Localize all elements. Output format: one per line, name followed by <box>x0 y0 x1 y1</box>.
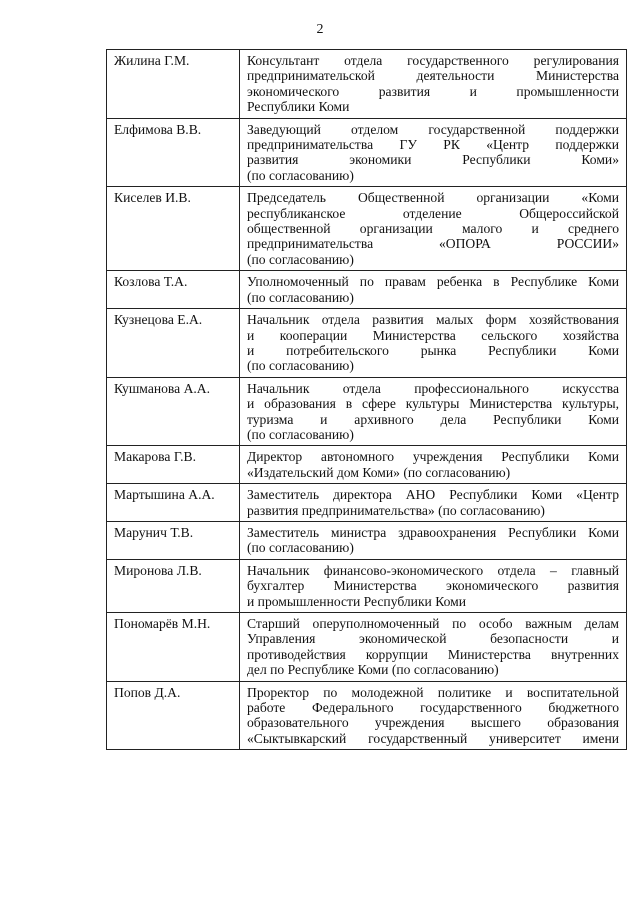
member-position <box>240 309 627 378</box>
member-position <box>240 484 627 522</box>
position-line: Председатель Общественной организации «Коми <box>247 190 619 206</box>
position-line: предпринимательской деятельности Министерства <box>247 68 619 84</box>
position-line: Республики Коми <box>247 99 350 115</box>
position-line: общественной организации малого и среднего <box>247 221 619 237</box>
member-name: Козлова Т.А. <box>107 271 240 309</box>
position-line: дел по Республике Коми (по согласованию) <box>247 662 499 678</box>
member-name: Елфимова В.В. <box>107 118 240 187</box>
table-row <box>107 377 627 446</box>
table-row <box>107 446 627 484</box>
position-line: предпринимательства «ОПОРА РОССИИ» <box>247 236 619 252</box>
position-line: (по согласованию) <box>247 540 354 556</box>
member-position <box>240 446 627 484</box>
position-line: туризма и архивного дела Республики Коми <box>247 411 619 427</box>
member-name: Кушманова А.А. <box>107 377 240 446</box>
position-line: «Издательский дом Коми» (по согласованию) <box>247 464 511 480</box>
member-name: Марунич Т.В. <box>107 521 240 559</box>
position-line: Заместитель министра здравоохранения Республики Коми <box>247 524 619 540</box>
table-row <box>107 50 627 119</box>
members-table <box>106 49 627 750</box>
position-line: (по согласованию) <box>247 251 354 267</box>
position-line: противодействия коррупции Министерства внутренних <box>247 646 619 662</box>
members-table-body <box>107 50 627 750</box>
member-position <box>240 681 627 750</box>
position-line: (по согласованию) <box>247 167 354 183</box>
position-line: Заместитель директора АНО Республики Коми «Центр <box>247 487 619 503</box>
member-name: Мартышина А.А. <box>107 484 240 522</box>
member-position <box>240 613 627 682</box>
position-line: развития экономики Республики Коми» <box>247 152 619 168</box>
position-line: (по согласованию) <box>247 358 354 374</box>
position-line: Директор автономного учреждения Республики Коми <box>247 449 619 465</box>
table-row <box>107 484 627 522</box>
table-row <box>107 521 627 559</box>
member-name: Попов Д.А. <box>107 681 240 750</box>
member-name: Жилина Г.М. <box>107 50 240 119</box>
table-row <box>107 559 627 612</box>
position-line: образовательного учреждения высшего образования <box>247 715 619 731</box>
position-line: и кооперации Министерства сельского хозяйства <box>247 327 619 343</box>
position-line: Управления экономической безопасности и <box>247 631 619 647</box>
member-position <box>240 559 627 612</box>
member-position <box>240 118 627 187</box>
position-line: (по согласованию) <box>247 289 354 305</box>
position-line: Старший оперуполномоченный по особо важным делам <box>247 616 619 631</box>
position-line: и потребительского рынка Республики Коми <box>247 342 619 358</box>
member-name: Пономарёв М.Н. <box>107 613 240 682</box>
position-line: Начальник финансово-экономического отдела – главный <box>247 562 619 578</box>
member-name: Макарова Г.В. <box>107 446 240 484</box>
position-line: (по согласованию) <box>247 426 354 442</box>
position-line: бухгалтер Министерства экономического развития <box>247 578 619 594</box>
position-line: Заведующий отделом государственной поддержки <box>247 121 619 137</box>
position-line: Консультант отдела государственного регулирования <box>247 53 619 68</box>
member-position <box>240 521 627 559</box>
member-name: Киселев И.В. <box>107 187 240 271</box>
position-line: предпринимательства ГУ РК «Центр поддержки <box>247 137 619 153</box>
position-line: экономического развития и промышленности <box>247 83 619 99</box>
position-line: «Сыктывкарский государственный университет имени <box>247 730 619 746</box>
table-row <box>107 187 627 271</box>
table-row <box>107 271 627 309</box>
position-line: работе Федерального государственного бюджетного <box>247 700 619 716</box>
member-position <box>240 50 627 119</box>
table-row <box>107 681 627 750</box>
position-line: Начальник отдела развития малых форм хозяйствования <box>247 312 619 328</box>
member-position <box>240 271 627 309</box>
position-line: республиканское отделение Общероссийской <box>247 205 619 221</box>
member-position <box>240 187 627 271</box>
member-name: Кузнецова Е.А. <box>107 309 240 378</box>
page-number: 2 <box>316 22 324 37</box>
position-line: и промышленности Республики Коми <box>247 593 467 609</box>
position-line: и образования в сфере культуры Министерства культуры, <box>247 396 619 412</box>
table-row <box>107 309 627 378</box>
position-line: развития предпринимательства» (по согласованию) <box>247 502 545 518</box>
member-position <box>240 377 627 446</box>
position-line: Уполномоченный по правам ребенка в Республике Коми <box>247 274 619 290</box>
position-line: Проректор по молодежной политике и воспитательной <box>247 684 619 700</box>
position-line: Начальник отдела профессионального искусства <box>247 380 619 396</box>
member-name: Миронова Л.В. <box>107 559 240 612</box>
table-row <box>107 613 627 682</box>
table-row <box>107 118 627 187</box>
